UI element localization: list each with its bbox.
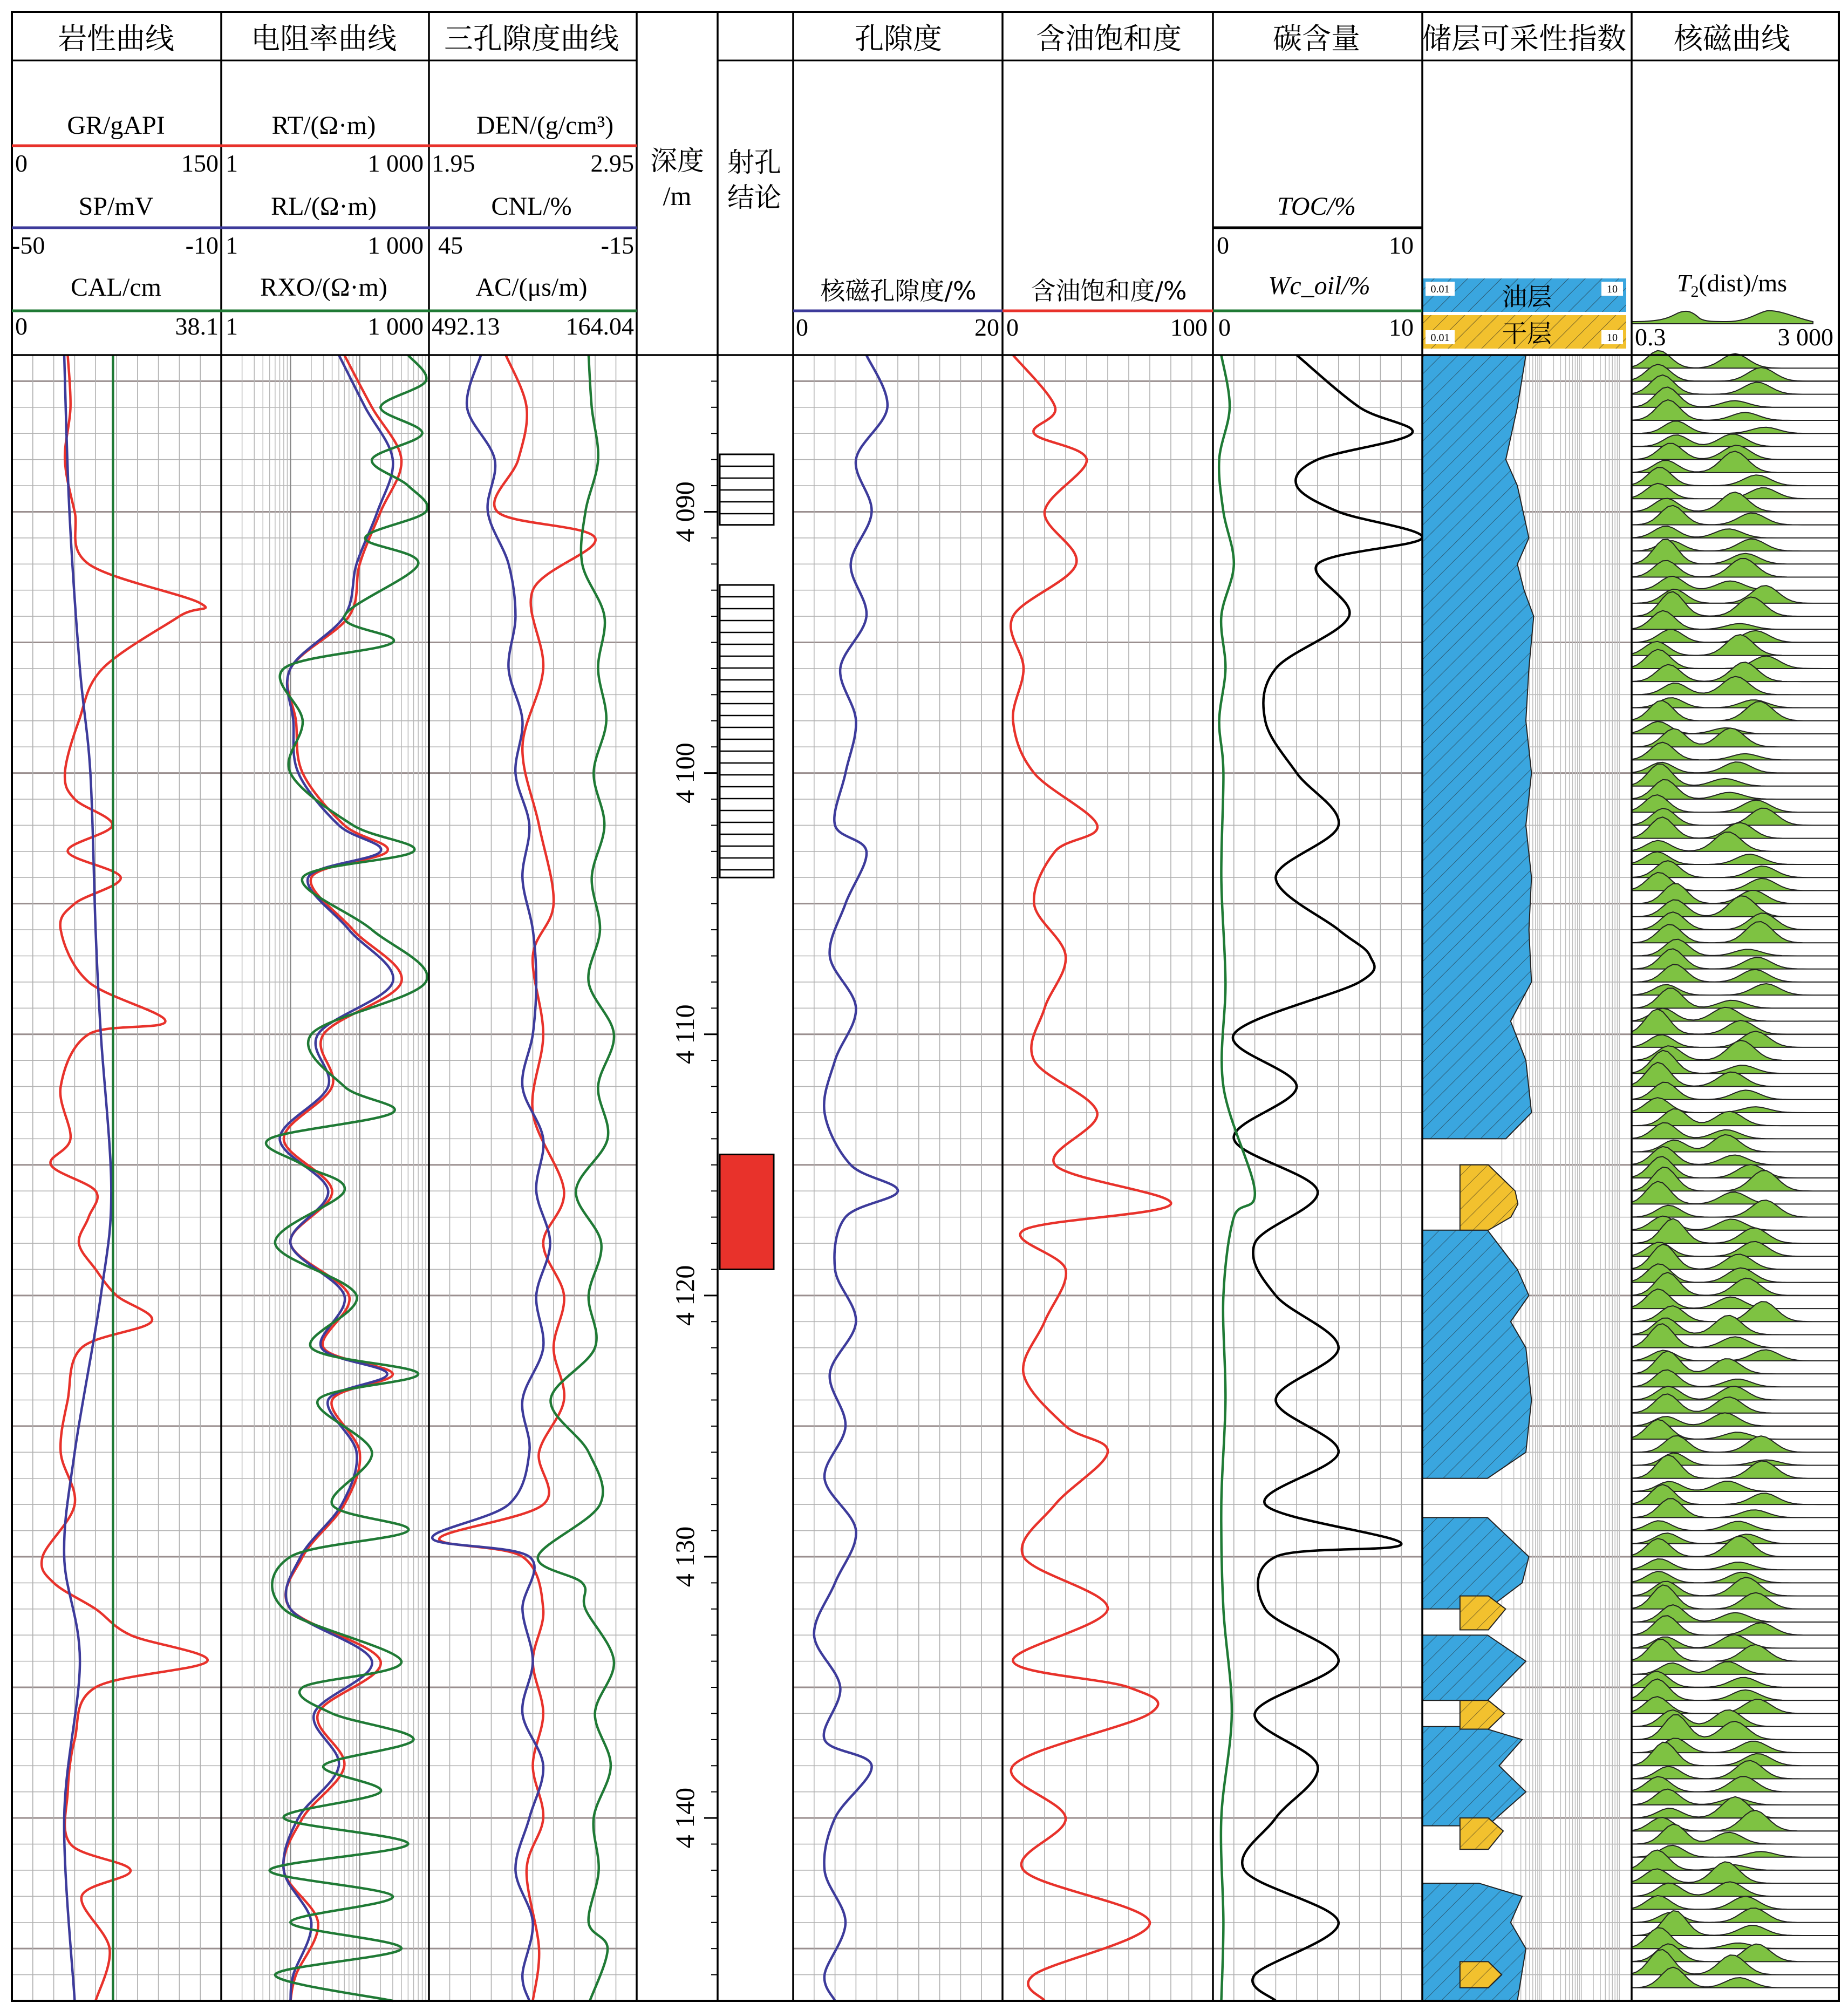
legend-dry-label: 干层 (1502, 319, 1552, 348)
scale-max-den: 2.95 (590, 149, 634, 177)
nmr-t2-distribution (1632, 1181, 1839, 1204)
curve-5-0 (1233, 355, 1422, 2001)
curve-name-rl: RL/(Ω·m) (271, 192, 377, 221)
scale-max-nmr-porosity: 20 (974, 314, 999, 341)
legend-oil-min: 0.01 (1430, 283, 1450, 295)
depth-tick-label: 4 100 (670, 742, 700, 803)
nmr-t2-distribution (1632, 526, 1839, 538)
oil-zone-fill-hatch (1422, 355, 1534, 1139)
curve-2-0 (439, 355, 596, 2001)
scale-min-so: 0 (1006, 314, 1019, 341)
legend-dry-max: 10 (1607, 332, 1618, 344)
perforation-red-interval (720, 1154, 774, 1269)
legend-dry-min: 0.01 (1430, 332, 1450, 344)
curve-name-cnl: CNL/% (491, 192, 572, 221)
scale-min-toc: 0 (1217, 231, 1229, 259)
nmr-t2-distribution (1632, 434, 1839, 447)
scale-max-so: 100 (1170, 314, 1208, 341)
curve-5-1 (1219, 355, 1255, 2001)
scale-min-den: 1.95 (432, 149, 475, 177)
scale-min-ac: 492.13 (432, 312, 500, 340)
nmr-header-distribution (1632, 311, 1813, 324)
nmr-t2-distribution (1632, 421, 1839, 433)
track-title-nmr: 核磁曲线 (1674, 22, 1790, 56)
curve-name-cal: CAL/cm (71, 273, 161, 302)
oil-zone-fill-hatch (1422, 1635, 1526, 1700)
scale-min-nmr-porosity: 0 (796, 314, 808, 341)
curve-name-sp: SP/mV (78, 192, 154, 221)
scale-min-rxo: 1 (226, 312, 238, 340)
nmr-t2-label: $T_2(dist)/ms$ (1676, 269, 1788, 301)
track-title-oil-saturation: 含油饱和度 (1036, 22, 1182, 56)
nmr-t2-distribution (1632, 1455, 1839, 1478)
curve-name-nmr-porosity: 核磁孔隙度/% (820, 276, 977, 305)
nmr-t2-distribution (1632, 1896, 1839, 1910)
scale-max-rxo: 1 000 (367, 312, 424, 340)
curve-name-toc: TOC/% (1277, 192, 1356, 221)
depth-axis-unit: /m (663, 181, 692, 211)
nmr-t2-distribution (1632, 1521, 1839, 1530)
dry-zone-fill-hatch (1460, 1818, 1503, 1849)
scale-max-cnl: -15 (601, 231, 634, 259)
nmr-t2-distribution (1632, 1662, 1839, 1674)
oil-zone-fill-hatch (1422, 1230, 1531, 1478)
scale-max-cal: 38.1 (175, 312, 219, 340)
track-title-lithology: 岩性曲线 (58, 22, 174, 56)
track-title-carbon: 碳含量 (1273, 22, 1360, 56)
nmr-t2-distribution (1632, 1571, 1839, 1583)
scale-max-sp: -10 (185, 231, 219, 259)
scale-min-rt: 1 (226, 149, 238, 177)
grid-layer (12, 355, 1839, 2001)
scale-min-cnl: 45 (438, 231, 463, 259)
curve-name-rxo: RXO/(Ω·m) (260, 273, 387, 302)
nmr-t2-distribution (1632, 1882, 1839, 1896)
scale-max-wc-oil: 10 (1389, 314, 1414, 341)
track-title-recoverability: 储层可采性指数 (1422, 22, 1626, 56)
depth-tick-label: 4 090 (670, 481, 700, 542)
perforation-title-1: 射孔 (727, 147, 781, 178)
depth-tick-label: 4 140 (670, 1787, 700, 1849)
legend-oil-label: 油层 (1502, 282, 1552, 311)
scale-min-rl: 1 (226, 231, 238, 259)
track-title-porosity3: 三孔隙度曲线 (444, 22, 619, 56)
scale-max-toc: 10 (1389, 231, 1414, 259)
scale-max-rt: 1 000 (367, 149, 424, 177)
depth-tick-label: 4 130 (670, 1526, 700, 1587)
curve-name-den: DEN/(g/cm³) (476, 111, 614, 140)
curve-1-0 (283, 355, 401, 2001)
curve-name-ac: AC/(μs/m) (475, 273, 588, 302)
curve-2-2 (538, 355, 614, 2001)
depth-tick-label: 4 110 (670, 1004, 700, 1065)
curve-0-0 (42, 355, 208, 2001)
dry-zone-fill-hatch (1460, 1700, 1505, 1729)
scale-max-t2: 3 000 (1777, 323, 1833, 351)
nmr-t2-distribution (1632, 1536, 1839, 1557)
curve-name-wc-oil: Wc_oil/% (1268, 271, 1370, 300)
curve-4-0 (1011, 355, 1171, 2001)
header-layer (12, 22, 1833, 351)
depth-labels (670, 355, 718, 2001)
nmr-t2-distribution (1632, 988, 1839, 1008)
curve-name-rt: RT/(Ω·m) (271, 111, 376, 140)
scale-min-t2: 0.3 (1635, 323, 1666, 351)
legend-oil-max: 10 (1607, 283, 1618, 295)
scale-max-rl: 1 000 (367, 231, 424, 259)
scale-max-gr: 150 (181, 149, 219, 177)
track-title-resistivity: 电阻率曲线 (251, 22, 397, 56)
nmr-t2-distribution (1632, 1559, 1839, 1570)
scale-min-wc-oil: 0 (1218, 314, 1231, 341)
curve-name-so: 含油饱和度/% (1031, 276, 1187, 305)
scale-min-sp: -50 (12, 231, 45, 259)
perforation-title-2: 结论 (727, 182, 781, 213)
depth-axis-label: 深度 (650, 145, 704, 176)
scale-max-ac: 164.04 (565, 312, 634, 340)
curve-1-1 (280, 355, 393, 2001)
oil-zone-fill-hatch (1422, 1517, 1529, 1609)
nmr-t2-distribution (1632, 873, 1839, 891)
nmr-t2-distribution (1632, 558, 1839, 577)
dry-zone-fill-hatch (1460, 1165, 1518, 1230)
track-title-porosity: 孔隙度 (855, 22, 942, 56)
nmr-t2-distribution (1632, 576, 1839, 590)
nmr-t2-distribution (1632, 700, 1839, 721)
scale-min-gr: 0 (15, 149, 28, 177)
nmr-t2-distribution (1632, 1742, 1839, 1766)
depth-tick-label: 4 120 (670, 1265, 700, 1326)
curve-name-gr: GR/gAPI (67, 111, 165, 140)
scale-min-cal: 0 (15, 312, 28, 340)
